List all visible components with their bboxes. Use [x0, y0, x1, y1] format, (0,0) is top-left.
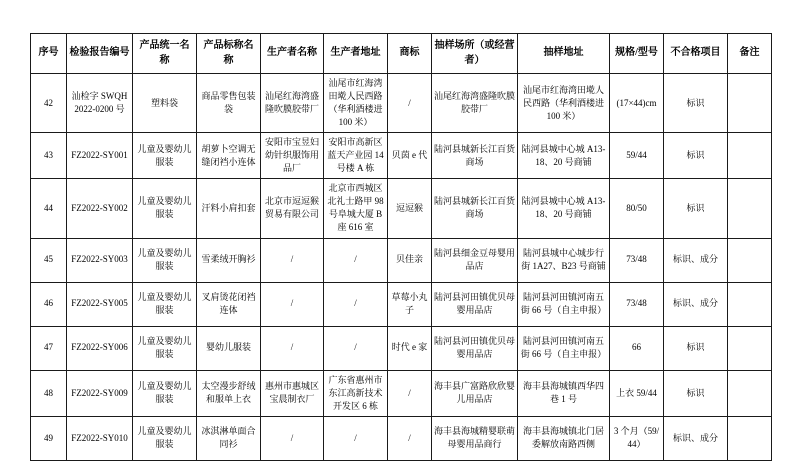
table-cell: 47 [31, 326, 67, 370]
table-cell: 雪柔绒开胸衫 [197, 238, 261, 282]
table-cell: 儿童及婴幼儿服装 [133, 133, 197, 179]
table-cell: FZ2022-SY003 [67, 238, 133, 282]
table-cell: / [324, 238, 388, 282]
table-cell: FZ2022-SY005 [67, 282, 133, 326]
table-cell: 标识、成分 [664, 282, 728, 326]
table-row [31, 282, 772, 326]
table-cell: / [261, 282, 324, 326]
column-header: 序号 [31, 34, 67, 74]
table-cell: 惠州市惠城区宝晨制衣厂 [261, 370, 324, 416]
table-cell [728, 370, 772, 416]
table-body [31, 74, 772, 461]
table-cell: 标识 [664, 133, 728, 179]
table-cell: 陆河县城中心城步行街 1A27、B23 号商铺 [518, 238, 610, 282]
table-cell: 儿童及婴幼儿服装 [133, 179, 197, 238]
table-cell: 48 [31, 370, 67, 416]
table-cell: 73/48 [610, 282, 664, 326]
table-cell: 陆河县河田镇河南五街 66 号（自主申报） [518, 282, 610, 326]
table-cell: 59/44 [610, 133, 664, 179]
table-cell: 塑料袋 [133, 74, 197, 133]
column-header: 产品统一名称 [133, 34, 197, 74]
table-cell: 叉肩烫花闭裆连体 [197, 282, 261, 326]
table-header-row [31, 34, 772, 74]
table-cell: 太空漫步舒绒和服单上衣 [197, 370, 261, 416]
table-cell: 贝茵 e 代 [388, 133, 432, 179]
table-cell: FZ2022-SY009 [67, 370, 133, 416]
table-cell: 北京市西城区北礼士路甲 98 号阜城大厦 B 座 616 室 [324, 179, 388, 238]
table-cell: 44 [31, 179, 67, 238]
table-cell: 商品零售包装袋 [197, 74, 261, 133]
table-cell: 儿童及婴幼儿服装 [133, 326, 197, 370]
table-cell: / [388, 74, 432, 133]
table-cell: / [261, 238, 324, 282]
table-row [31, 416, 772, 460]
table-cell: (17×44)cm [610, 74, 664, 133]
table-cell: 标识、成分 [664, 416, 728, 460]
table-row [31, 326, 772, 370]
table-cell: 儿童及婴幼儿服装 [133, 416, 197, 460]
table-row [31, 370, 772, 416]
table-cell: 北京市逗逗猴贸易有限公司 [261, 179, 324, 238]
column-header: 抽样地址 [518, 34, 610, 74]
table-cell: 46 [31, 282, 67, 326]
table-cell: FZ2022-SY006 [67, 326, 133, 370]
table-cell: 汕检字 SWQH 2022-0200 号 [67, 74, 133, 133]
table-cell: FZ2022-SY001 [67, 133, 133, 179]
column-header: 备注 [728, 34, 772, 74]
table-cell: / [261, 326, 324, 370]
table-cell: 陆河县城新长江百货商场 [432, 133, 518, 179]
table-cell: 66 [610, 326, 664, 370]
table-row [31, 238, 772, 282]
table-cell: 汕尾市红海湾田墘人民西路（华利酒楼进 100 米） [518, 74, 610, 133]
column-header: 生产者地址 [324, 34, 388, 74]
table-cell [728, 238, 772, 282]
table-cell: 汕尾市红海湾田墘人民西路（华利酒楼进 100 米） [324, 74, 388, 133]
table-cell [728, 74, 772, 133]
table-cell: 陆河县河田镇优贝母婴用品店 [432, 326, 518, 370]
table-cell: 海丰县广富路欣欣婴儿用品店 [432, 370, 518, 416]
table-cell: FZ2022-SY010 [67, 416, 133, 460]
table-cell: 安阳市宝昱妇幼针织服饰用品厂 [261, 133, 324, 179]
table-cell: 73/48 [610, 238, 664, 282]
table-cell: 贝佳亲 [388, 238, 432, 282]
table-cell: 标识 [664, 179, 728, 238]
column-header: 商标 [388, 34, 432, 74]
column-header: 不合格项目 [664, 34, 728, 74]
table-cell: 上衣 59/44 [610, 370, 664, 416]
table-cell: 42 [31, 74, 67, 133]
table-cell: 海丰县海城镇西华四巷 1 号 [518, 370, 610, 416]
table-cell: FZ2022-SY002 [67, 179, 133, 238]
table-row [31, 179, 772, 238]
table-cell: 陆河县河田镇河南五街 66 号（自主申报） [518, 326, 610, 370]
table-cell: 海丰县海城精婴联萌母婴用品商行 [432, 416, 518, 460]
table-cell: 陆河县河田镇优贝母婴用品店 [432, 282, 518, 326]
table-cell: 逗逗猴 [388, 179, 432, 238]
table-cell: 陆河县细金豆母婴用品店 [432, 238, 518, 282]
table-cell: / [388, 370, 432, 416]
inspection-results-table [30, 33, 772, 461]
table-cell: / [324, 416, 388, 460]
table-cell: 汗料小肩扣套 [197, 179, 261, 238]
table-cell: 80/50 [610, 179, 664, 238]
table-cell: 陆河县城新长江百货商场 [432, 179, 518, 238]
table-row [31, 133, 772, 179]
table-cell: / [324, 282, 388, 326]
table-cell: 汕尾红海湾盛隆吹膜胶带厂 [432, 74, 518, 133]
table-cell: 标识 [664, 370, 728, 416]
table-cell: 冰淇淋单面合同衫 [197, 416, 261, 460]
table-cell: 43 [31, 133, 67, 179]
table-cell: 陆河县城中心城 A13-18、20 号商铺 [518, 133, 610, 179]
table-cell: 标识、成分 [664, 238, 728, 282]
table-cell: 3 个月（59/44） [610, 416, 664, 460]
table-cell: 儿童及婴幼儿服装 [133, 370, 197, 416]
table-cell: 海丰县海城镇北门居委解放南路西侧 [518, 416, 610, 460]
table-cell [728, 179, 772, 238]
table-cell: 45 [31, 238, 67, 282]
table-cell: 儿童及婴幼儿服装 [133, 282, 197, 326]
table-cell: 婴幼儿服装 [197, 326, 261, 370]
table-cell [728, 282, 772, 326]
table-cell: 时代 e 家 [388, 326, 432, 370]
table-cell: / [261, 416, 324, 460]
table-cell [728, 133, 772, 179]
table-cell: 儿童及婴幼儿服装 [133, 238, 197, 282]
column-header: 检验报告编号 [67, 34, 133, 74]
column-header: 产品标称名称 [197, 34, 261, 74]
table-row [31, 74, 772, 133]
table-cell: 陆河县城中心城 A13-18、20 号商铺 [518, 179, 610, 238]
table-cell: / [324, 326, 388, 370]
table-cell: 胡萝卜空调无缝闭裆小连体 [197, 133, 261, 179]
table-cell: 标识 [664, 74, 728, 133]
table-cell [728, 326, 772, 370]
table-cell: / [388, 416, 432, 460]
table-cell [728, 416, 772, 460]
table-cell: 广东省惠州市东江高新技术开发区 6 栋 [324, 370, 388, 416]
column-header: 生产者名称 [261, 34, 324, 74]
column-header: 抽样场所（或经营者） [432, 34, 518, 74]
table-cell: 汕尾红海湾盛隆吹膜胶带厂 [261, 74, 324, 133]
table-cell: 标识 [664, 326, 728, 370]
table-cell: 49 [31, 416, 67, 460]
table-cell: 草莓小丸子 [388, 282, 432, 326]
column-header: 规格/型号 [610, 34, 664, 74]
table-cell: 安阳市高新区蓝天产业园 14 号楼 A 栋 [324, 133, 388, 179]
